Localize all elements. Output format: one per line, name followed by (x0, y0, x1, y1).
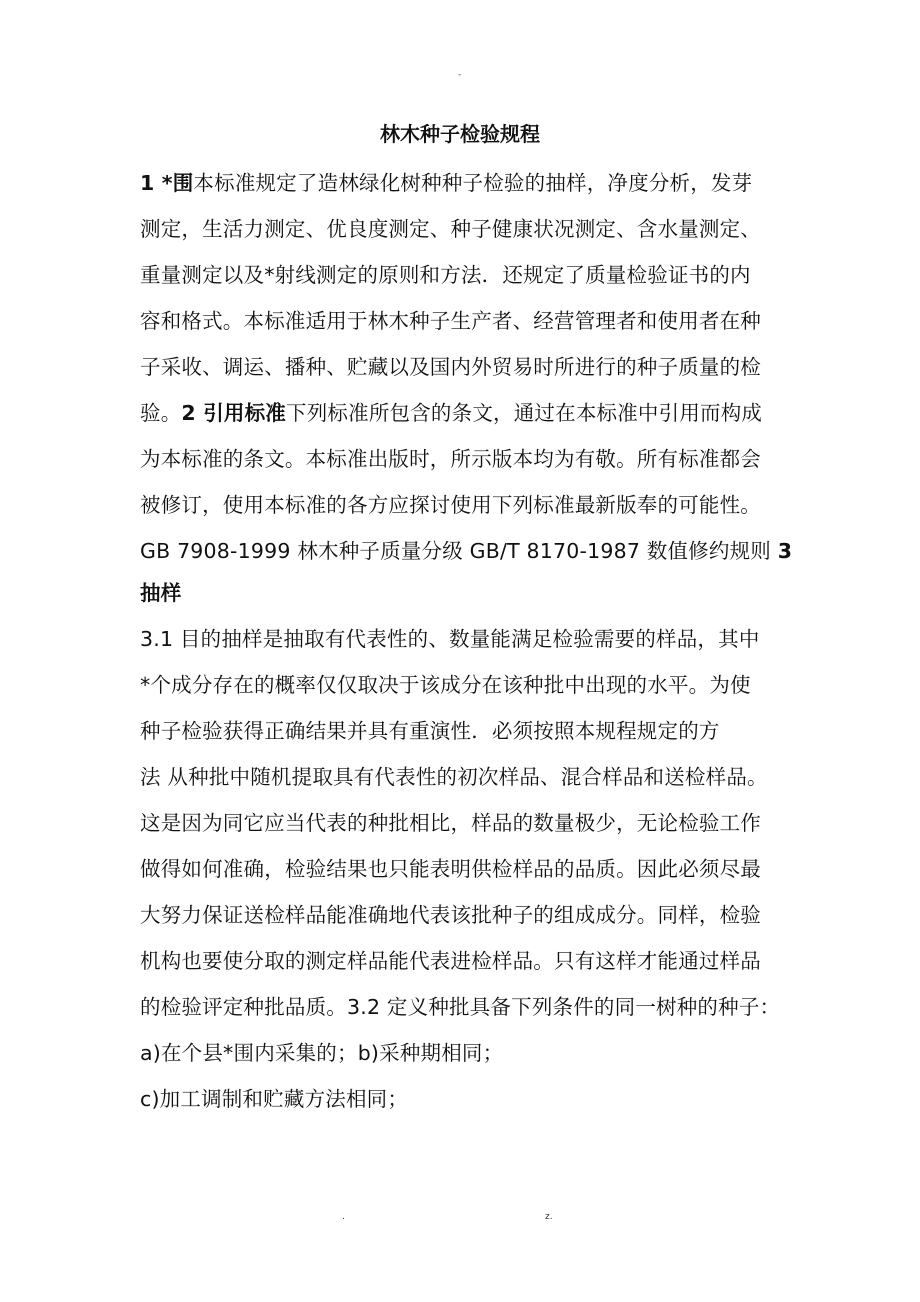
text-line (140, 1036, 800, 1082)
text-line (140, 944, 800, 990)
text-line (140, 1082, 800, 1128)
text-run: 种子检验获得正确结果并具有重演性．必须按照本规程规定的方 (140, 719, 720, 743)
text-line (140, 534, 800, 576)
text-line (140, 714, 800, 760)
text-run: a)在个县*围内采集的；b)采种期相同； (140, 1041, 504, 1065)
text-line (140, 488, 800, 534)
text-run: 为本标准的条文。本标准出版时，所示版本均为有敬。所有标准都会 (140, 447, 761, 471)
text-run: GB 7908-1999 林木种子质量分级 GB/T 8170-1987 数值修约规则 (140, 539, 778, 563)
document-body (140, 166, 800, 1128)
header-mark: - (458, 70, 462, 80)
text-run: 容和格式。本标准适用于林木种子生产者、经营管理者和使用者在种 (140, 309, 761, 333)
text-run: 子采收、调运、播种、贮藏以及国内外贸易时所进行的种子质量的检 (140, 355, 761, 379)
footer-right: z. (545, 1212, 553, 1222)
text-line (140, 166, 800, 212)
text-line (140, 898, 800, 944)
text-run: 大努力保证送检样品能准确地代表该批种子的组成成分。同样，检验 (140, 903, 761, 927)
text-line (140, 576, 800, 622)
text-run: 测定，生活力测定、优良度测定、种子健康状况测定、含水量测定、 (140, 217, 761, 241)
text-line (140, 396, 800, 442)
text-run: 下列标准所包含的条文，通过在本标准中引用而构成 (286, 401, 763, 425)
text-line (140, 442, 800, 488)
text-line (140, 258, 800, 304)
bold-heading: 1 *围 (140, 171, 194, 195)
bold-heading: 2 引用标准 (181, 401, 287, 425)
bold-heading: 3 (777, 539, 793, 563)
text-run: 被修订，使用本标准的各方应探讨使用下列标准最新版奉的可能性。 (140, 493, 761, 517)
text-line (140, 212, 800, 258)
document-title: 林木种子检验规程 (380, 122, 540, 146)
text-line (140, 760, 800, 806)
text-run: 这是因为同它应当代表的种批相比，样品的数量极少，无论检验工作 (140, 811, 761, 835)
text-run: 机构也要使分取的测定样品能代表进检样品。只有这样才能通过样品 (140, 949, 761, 973)
text-run: 法 从种批中随机提取具有代表性的初次样品、混合样品和送检样品。 (140, 765, 768, 789)
footer-left: . (342, 1212, 345, 1222)
text-run: *个成分存在的概率仅仅取决于该成分在该种批中出现的水平。为使 (140, 673, 751, 697)
text-run: 验。 (140, 401, 182, 425)
text-run: 本标准规定了造林绿化树种种子检验的抽样，净度分析，发芽 (193, 171, 753, 195)
bold-heading: 抽样 (140, 581, 182, 605)
text-run: 做得如何准确，检验结果也只能表明供检样品的品质。因此必须尽最 (140, 857, 761, 881)
text-line (140, 990, 800, 1036)
text-run: 重量测定以及*射线测定的原则和方法．还规定了质量检验证书的内 (140, 263, 751, 287)
text-run: 的检验评定种批品质。3.2 定义种批具备下列条件的同一树种的种子： (140, 995, 781, 1019)
text-line (140, 806, 800, 852)
text-line (140, 668, 800, 714)
text-line (140, 350, 800, 396)
text-run: 3.1 目的抽样是抽取有代表性的、数量能满足检验需要的样品，其中 (140, 627, 760, 651)
text-line (140, 304, 800, 350)
text-line (140, 622, 800, 668)
text-run: c)加工调制和贮藏方法相同； (140, 1087, 409, 1111)
text-line (140, 852, 800, 898)
